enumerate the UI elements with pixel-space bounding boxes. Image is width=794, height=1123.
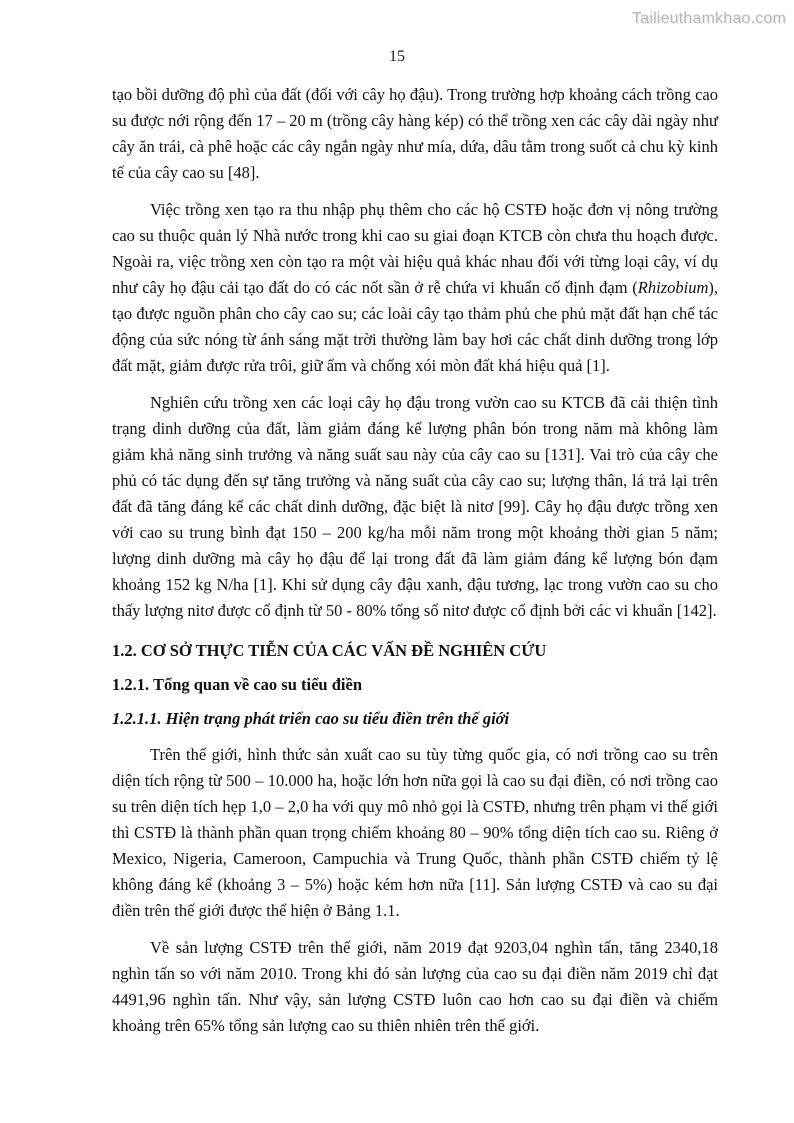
paragraph-world-production-figures: Về sản lượng CSTĐ trên thế giới, năm 2019 đạt 9203,04 nghìn tấn, tăng 2340,18 nghìn tấn so với năm 2010. Trong khi đó sản lượng của cao su đại điền năm 2019 chỉ đạt 4491,96 nghìn tấn. Như vậy, sản lượng CSTĐ luôn cao hơn cao su đại điền và chiếm khoảng trên 65% tổng sản lượng cao su thiên nhiên trên thế giới. — [112, 938, 718, 1035]
paragraph-text-segment: Việc trồng xen tạo ra thu nhập phụ thêm cho các hộ CSTĐ hoặc đơn vị nông trường cao su thuộc quản lý Nhà nước trong khi cao su giai đoạn KTCB còn chưa thu hoạch được. Ngoài ra, việc trồng xen còn tạo ra một vài hiệu quả khác nhau đối với từng loại cây, ví dụ như cây họ đậu cải tạo đất do có các nốt sần ở rễ chứa vi khuẩn cố định đạm ( — [112, 200, 718, 297]
paragraph-intercrop-benefits — [112, 197, 718, 379]
page-body — [112, 82, 718, 1039]
paragraph-text-segment: ), tạo được nguồn phân cho cây cao su; các loài cây tạo thảm phủ che phủ mặt đất hạn chế tác động của sức nóng từ ánh sáng mặt trời thường làm bay hơi các chất dinh dưỡng trong lớp đất mặt, giảm được rửa trôi, giữ ẩm và chống xói mòn đất khá hiệu quả [1]. — [112, 278, 718, 375]
page-number: 15 — [389, 48, 405, 65]
paragraph-legume-research: Nghiên cứu trồng xen các loại cây họ đậu trong vườn cao su KTCB đã cải thiện tình trạng dinh dưỡng của đất, làm giảm đáng kể lượng phân bón trong năm mà không làm giảm khả năng sinh trưởng và năng suất sau này của cây cao su [131]. Vai trò của cây che phủ có tác dụng đến sự tăng trưởng và năng suất của cây cao su; lượng thân, lá trả lại trên đất đã tăng đáng kể các chất dinh dưỡng, đặc biệt là nitơ [99]. Cây họ đậu được trồng xen với cao su trung bình đạt 150 – 200 kg/ha mỗi năm trong một khoảng thời gian 5 năm; lượng dinh dưỡng mà cây họ đậu để lại trong đất đã làm giảm đáng kể lượng bón đạm khoảng 152 kg N/ha [1]. Khi sử dụng cây đậu xanh, đậu tương, lạc trong vườn cao su cho thấy lượng nitơ được cố định từ 50 - 80% tổng số nitơ được cố định bởi các vi khuẩn [142]. — [112, 393, 718, 620]
subsubsection-heading-1-2-1-1: 1.2.1.1. Hiện trạng phát triển cao su tiểu điền trên thế giới — [112, 709, 510, 728]
paragraph-intercrop-spacing: tạo bồi dưỡng độ phì của đất (đối với cây họ đậu). Trong trường hợp khoảng cách trồng cao su được nới rộng đến 17 – 20 m (trồng cây hàng kép) có thể trồng xen các cây dài ngày như cây ăn trái, cà phê hoặc các cây ngắn ngày như mía, dứa, dâu tằm trong suốt cả chu kỳ kinh tế của cây cao su [48]. — [112, 85, 718, 182]
species-name-rhizobium: Rhizobium — [637, 278, 709, 297]
watermark-text: Tailieuthamkhao.com — [631, 10, 786, 27]
subsection-heading-1-2-1: 1.2.1. Tổng quan về cao su tiểu điền — [112, 675, 362, 694]
section-heading-1-2: 1.2. CƠ SỞ THỰC TIỄN CỦA CÁC VẤN ĐỀ NGHIÊN CỨU — [112, 641, 547, 660]
paragraph-world-smallholder-status: Trên thế giới, hình thức sản xuất cao su tùy từng quốc gia, có nơi trồng cao su trên diện tích rộng từ 500 – 10.000 ha, hoặc lớn hơn nữa gọi là cao su đại điền, có nơi trồng cao su trên diện tích hẹp 1,0 – 2,0 ha với quy mô nhỏ gọi là CSTĐ, nhưng trên phạm vi thế giới thì CSTĐ là thành phần quan trọng chiếm khoảng 80 – 90% tổng diện tích cao su. Riêng ở Mexico, Nigeria, Cameroon, Campuchia và Trung Quốc, thành phần CSTĐ chiếm tỷ lệ không đáng kể (khoảng 3 – 5%) hoặc kém hơn nữa [11]. Sản lượng CSTĐ và cao su đại điền trên thế giới được thể hiện ở Bảng 1.1. — [112, 745, 718, 920]
